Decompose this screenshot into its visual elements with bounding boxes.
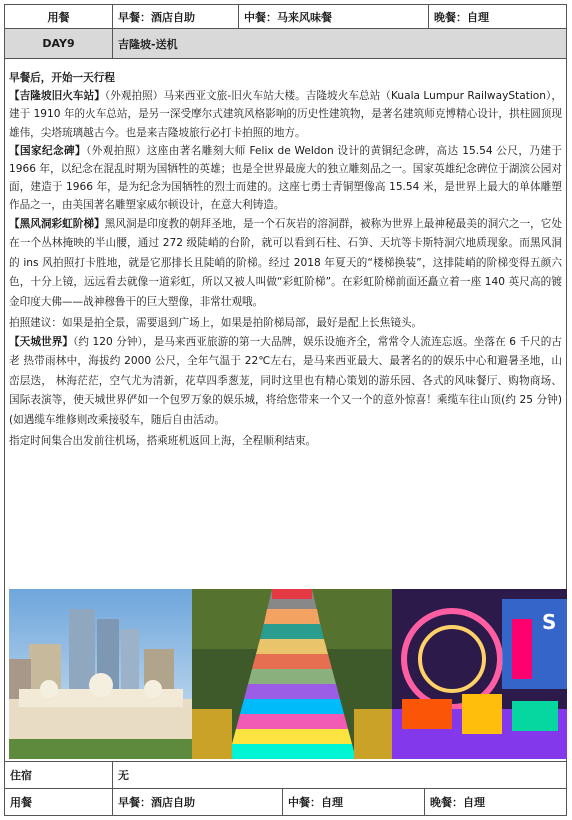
paragraph-genting	[9, 333, 562, 431]
batu-caves-title: 【黑风洞彩虹阶梯】	[9, 217, 105, 230]
paragraph-national-monument	[9, 142, 562, 215]
dinner-cell: 晚餐：自理	[434, 10, 489, 24]
closing-text: 指定时间集合出发前往机场，搭乘班机返回上海，全程顺利结束。	[9, 434, 317, 447]
meal-label-bottom: 用餐	[5, 789, 113, 815]
breakfast-cell: 早餐：酒店自助	[113, 5, 239, 28]
meal-row-top	[5, 5, 566, 29]
paragraph-old-station	[9, 87, 562, 142]
photo-batu-caves-rainbow-stairs	[192, 589, 393, 759]
day-title: 吉隆坡-送机	[113, 29, 566, 58]
monument-title: 【国家纪念碑】	[9, 144, 87, 157]
meal-label: 用餐	[5, 5, 113, 28]
photo-genting-skyworlds	[392, 589, 567, 759]
day-row	[5, 29, 566, 59]
photo-strip	[9, 589, 567, 759]
meal-row-bottom	[5, 789, 566, 815]
stay-value: 无	[118, 769, 129, 782]
monument-text: （外观拍照）这座由著名雕刻大师 Felix de Weldon 设计的黄铜纪念碑，高达 15.54 公尺，乃建于 1966 年，以纪念在混乱时期为国牺牲的英雄；也是全世界最庞大的独立雕刻品之一。国家英雄纪念碑位于湖滨公园对面，建造于 1966 年，是为纪念为国牺牲的烈士而建的。这座七勇士青铜塑像高 15.54 米，是世界上最大的单体雕塑作品之一，由美国著名雕塑家威尔顿设计，在意大利铸造。	[9, 144, 562, 212]
itinerary-page	[4, 4, 567, 816]
day-content	[9, 69, 562, 451]
svg-text:S: S	[542, 610, 557, 634]
genting-text: （约 120 分钟），是马来西亚旅游的第一大品牌，娱乐设施齐全，常常令人流连忘返。坐落在 6 千尺的古老 热带雨林中，海拔约 2000 公尺，全年气温于 22℃左右，是马来西亚最大、最著名的的娱乐中心和避暑圣地，山峦层迭， 林海茫茫，空气尤为清新，花草四季葱茏，同时这里也有精心策划的游乐园、各式的风味餐厅、购物商场、国际表演等，使天城世界俨如一个包罗万象的娱乐城，将给您带来一个又一个的意外惊喜！乘缆车往山顶(约 25 分钟) (如遇缆车维修则改乘接驳车，随后自由活动。	[9, 335, 563, 426]
breakfast-cell-bottom: 早餐：酒店自助	[113, 789, 283, 815]
photo-kl-railway-station	[9, 589, 192, 759]
dinner-cell-bottom: 晚餐：自理	[430, 796, 485, 809]
old-station-text: （外观拍照）马来西亚文旅-旧火车站大楼。吉隆坡火车总站（Kuala Lumpur RailwayStation），建于 1910 年的火车总站，是另一深受摩尔式建筑风格影响的历史性建筑物，是著名建筑师克博精心设计，拱柱圆顶现雄伟，尖塔琉璃越古今。也是来吉隆坡旅行必打卡拍照的地方。	[9, 90, 562, 139]
photo-tip: 拍照建议：如果是拍全景，需要退到广场上，如果是拍阶梯局部，最好是配上长焦镜头。	[9, 316, 423, 329]
stay-label: 住宿	[5, 762, 113, 788]
lunch-cell: 中餐：马来风味餐	[239, 5, 429, 28]
paragraph-batu-caves	[9, 215, 562, 313]
intro-text: 早餐后，开始一天行程	[9, 72, 115, 84]
stay-row	[5, 761, 566, 789]
lunch-cell-bottom: 中餐：自理	[283, 789, 425, 815]
batu-caves-text: 黑风洞是印度教的朝拜圣地，是一个石灰岩的溶洞群，被称为世界上最神秘最美的洞穴之一，它处在一个丛林掩映的半山腰，通过 272 级陡峭的台阶，就可以看到石柱、石笋、天坑等卡斯特洞穴地质现象。而黑风洞的 ins 风拍照打卡胜地，就是它那排长且陡峭的阶梯。经过 2018 年夏天的“楼梯换装”，这排陡峭的阶梯变得五颜六色，十分上镜，远远看去就像一道彩虹，所以又被人叫做“彩虹阶梯”。在彩虹阶梯前面还矗立着一座 140 英尺高的镀金印度大佛——战神穆鲁干的巨大塑像，非常壮观哦。	[9, 217, 562, 308]
old-station-title: 【吉隆坡旧火车站】	[9, 90, 105, 103]
day-label: DAY9	[5, 29, 113, 58]
genting-title: 【天城世界】	[9, 335, 74, 348]
